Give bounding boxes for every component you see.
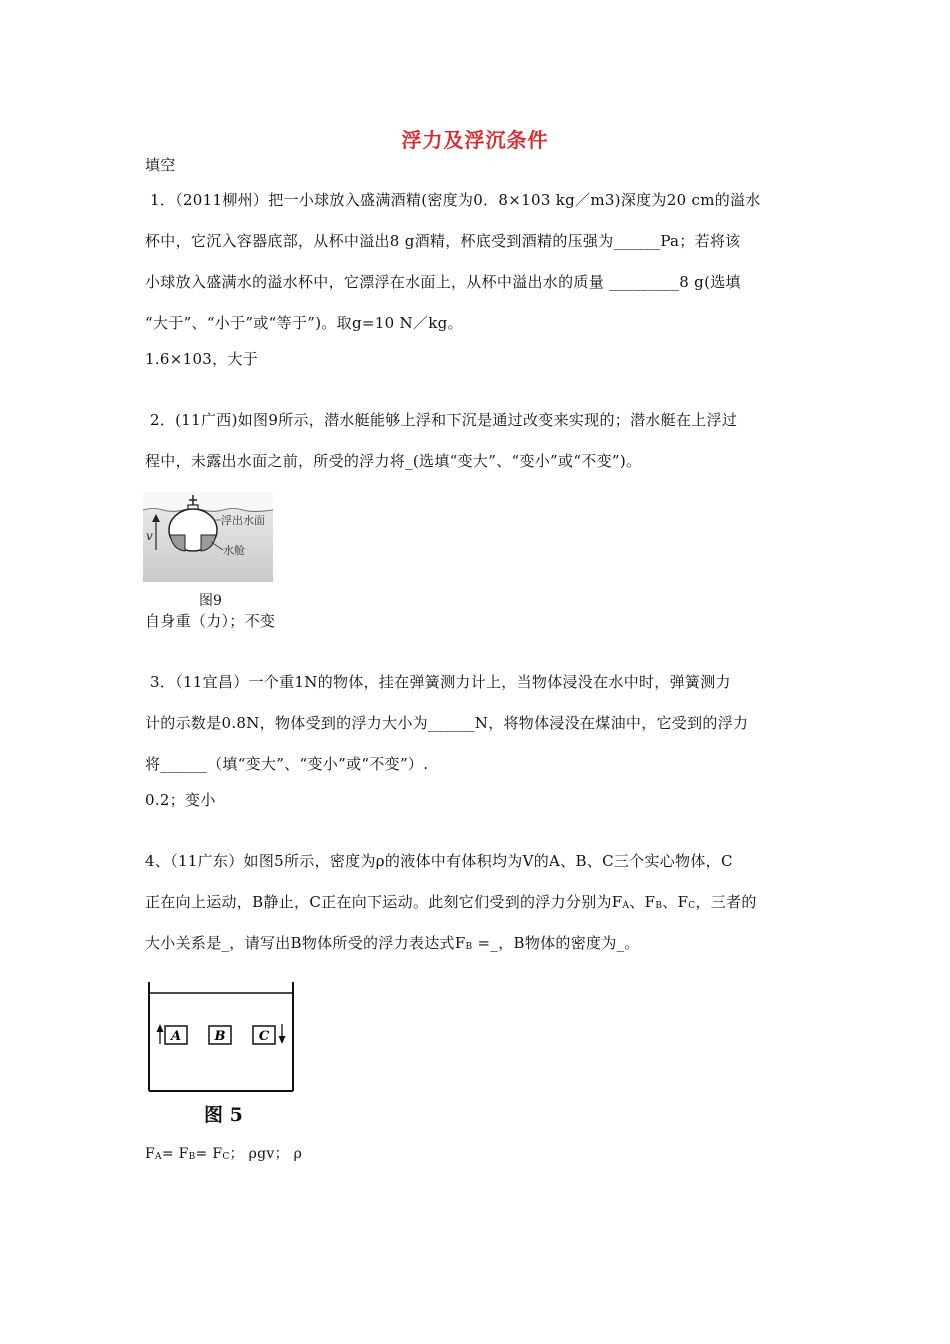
q1-line-4: “大于”、“小于”或“等于”)。取g=10 N／kg。 xyxy=(145,314,463,332)
object-c-label: C xyxy=(258,1029,270,1044)
q1-answer: 1.6×103，大于 xyxy=(145,350,259,368)
q3-answer: 0.2；变小 xyxy=(145,791,216,809)
object-a-label: A xyxy=(170,1029,182,1044)
q4-line-3: 大小关系是_，请写出B物体所受的浮力表达式$F_B$ =_，B物体的密度为_。 xyxy=(145,934,640,952)
submarine-figure xyxy=(143,492,273,582)
q4-line-2: 正在向上运动，B静止，C正在向下运动。此刻它们受到的浮力分别为$F_A$、$F_B$、$F_C$，三者的 xyxy=(145,893,757,911)
section-heading: 填空 xyxy=(145,156,176,174)
q3-line-3: 将______（填“变大”、“变小”或“不变”）. xyxy=(145,755,429,773)
q2-line-1: 2．(11广西)如图9所示，潜水艇能够上浮和下沉是通过改变来实现的；潜水艇在上浮过 xyxy=(150,411,738,429)
q3-line-2: 计的示数是0.8N，物体受到的浮力大小为______N，将物体浸没在煤油中，它受到的浮力 xyxy=(145,714,749,732)
object-b-label: B xyxy=(214,1029,226,1044)
page-title: 浮力及浮沉条件 xyxy=(401,128,549,152)
q4-answer: $F_A= F_B= F_C$； ρgv； ρ xyxy=(145,1146,303,1162)
arrow-up-a xyxy=(157,1024,164,1044)
figure-5-caption: 图 5 xyxy=(204,1104,243,1126)
tank-label: 水舱 xyxy=(223,544,245,557)
q2-line-2: 程中，未露出水面之前，所受的浮力将_(选填“变大”、“变小”或“不变”)。 xyxy=(145,452,642,470)
q1-line-3: 小球放入盛满水的溢水杯中，它漂浮在水面上，从杯中溢出水的质量 _________8 g(选填 xyxy=(145,273,741,291)
q1-line-1: 1．（2011柳州）把一小球放入盛满酒精(密度为0．8×103 kg／m3)深度为20 cm的溢水 xyxy=(150,191,761,209)
air-region xyxy=(143,492,273,510)
q2-answer: 自身重（力）；不变 xyxy=(145,612,276,630)
figure-9-caption: 图9 xyxy=(199,593,222,609)
q3-line-1: 3．（11宜昌）一个重1N的物体，挂在弹簧测力计上，当物体浸没在水中时，弹簧测力 xyxy=(150,673,731,691)
surface-label: 浮出水面 xyxy=(221,514,265,527)
q1-line-2: 杯中，它沉入容器底部，从杯中溢出8 g酒精，杯底受到酒精的压强为______Pa；若将该 xyxy=(145,232,741,250)
velocity-label: v xyxy=(146,529,153,543)
q4-line-1: 4、（11广东）如图5所示，密度为ρ的液体中有体积均为V的A、B、C三个实心物体，C xyxy=(145,852,733,870)
arrow-down-c xyxy=(279,1024,286,1044)
container-figure xyxy=(143,980,303,1095)
